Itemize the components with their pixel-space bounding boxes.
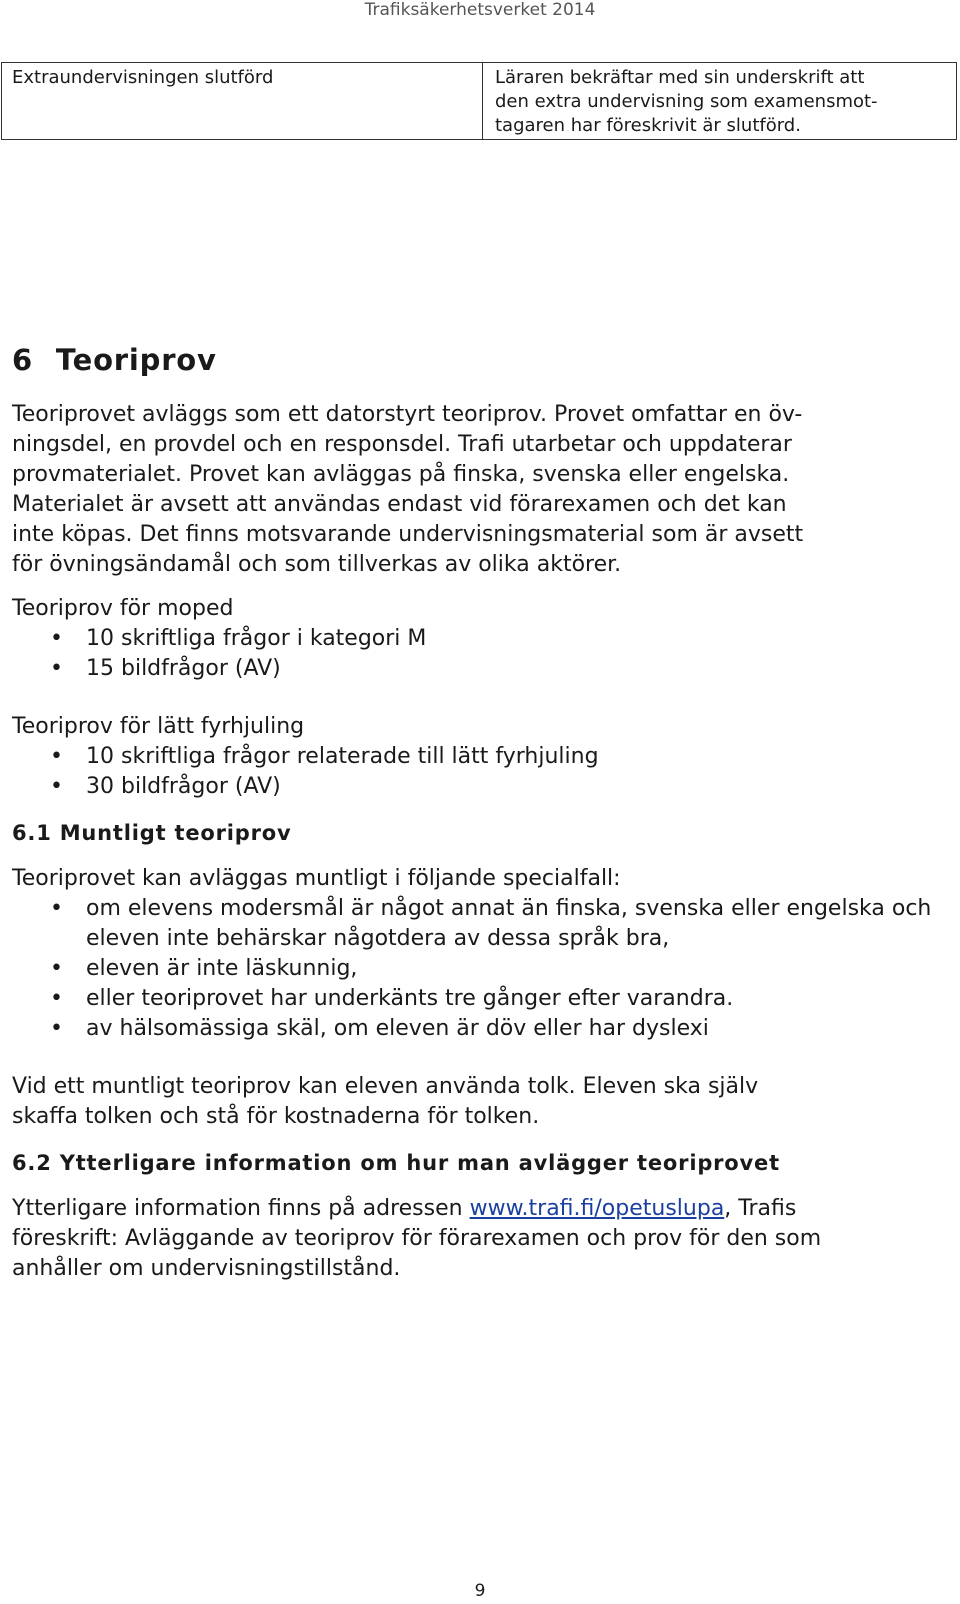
intro-line: för övningsändamål och som tillverkas av olika aktörer. (12, 552, 622, 577)
info-text: Ytterligare information finns på adressen (12, 1196, 470, 1221)
info-text: föreskrift: Avläggande av teoriprov för förarexamen och prov för den som (12, 1226, 822, 1251)
moped-list (12, 624, 942, 684)
list-item: • 30 bildfrågor (AV) (12, 772, 942, 802)
list-item: • eleven är inte läskunnig, (12, 954, 942, 984)
table-cell-right-line: den extra undervisning som examensmot- (495, 91, 878, 112)
section-6-1-intro: Teoriprovet kan avläggas muntligt i följande specialfall: (12, 866, 621, 891)
special-cases-list (12, 894, 942, 1044)
moped-heading: Teoriprov för moped (12, 596, 234, 621)
list-item: • 15 bildfrågor (AV) (12, 654, 942, 684)
document-header: Trafiksäkerhetsverket 2014 (364, 0, 596, 20)
closing-line: skaffa tolken och stå för kostnaderna för tolken. (12, 1104, 540, 1129)
info-table (1, 62, 957, 140)
list-item: • om elevens modersmål är något annat än finska, svenska eller engelska och eleven inte behärskar någotdera av dessa språk bra, (12, 894, 942, 954)
closing-line: Vid ett muntligt teoriprov kan eleven använda tolk. Eleven ska själv (12, 1074, 759, 1099)
quad-heading: Teoriprov för lätt fyrhjuling (12, 714, 305, 739)
section-6-2-text (12, 1194, 942, 1284)
opetuslupa-link[interactable]: www.trafi.fi/opetuslupa (469, 1196, 725, 1221)
main-content (12, 340, 942, 1284)
section-6-heading: 6 Teoriprov (12, 343, 217, 377)
table-cell-right-line: Läraren bekräftar med sin underskrift att (495, 67, 865, 88)
list-item: • 10 skriftliga frågor relaterade till lätt fyrhjuling (12, 742, 942, 772)
intro-line: Materialet är avsett att användas endast vid förarexamen och det kan (12, 492, 787, 517)
table-cell-left: Extraundervisningen slutförd (2, 63, 483, 139)
section-6-2-heading: 6.2 Ytterligare information om hur man avlägger teoriprovet (12, 1151, 780, 1175)
table-cell-right (483, 63, 956, 139)
page-number: 9 (474, 1581, 486, 1601)
intro-line: provmaterialet. Provet kan avläggas på finska, svenska eller engelska. (12, 462, 790, 487)
list-item: • av hälsomässiga skäl, om eleven är döv eller har dyslexi (12, 1014, 942, 1044)
intro-line: ningsdel, en provdel och en responsdel. Trafi utarbetar och uppdaterar (12, 432, 792, 457)
section-6-intro (12, 400, 942, 580)
info-text: anhåller om undervisningstillstånd. (12, 1256, 401, 1281)
intro-line: Teoriprovet avläggs som ett datorstyrt teoriprov. Provet omfattar en öv- (12, 402, 803, 427)
section-6-1-heading: 6.1 Muntligt teoriprov (12, 821, 292, 845)
section-6-1-closing (12, 1072, 942, 1132)
table-cell-right-line: tagaren har föreskrivit är slutförd. (495, 115, 801, 136)
quad-list (12, 742, 942, 802)
list-item: • 10 skriftliga frågor i kategori M (12, 624, 942, 654)
info-text: , Trafis (724, 1196, 797, 1221)
intro-line: inte köpas. Det finns motsvarande undervisningsmaterial som är avsett (12, 522, 804, 547)
list-item: • eller teoriprovet har underkänts tre gånger efter varandra. (12, 984, 942, 1014)
